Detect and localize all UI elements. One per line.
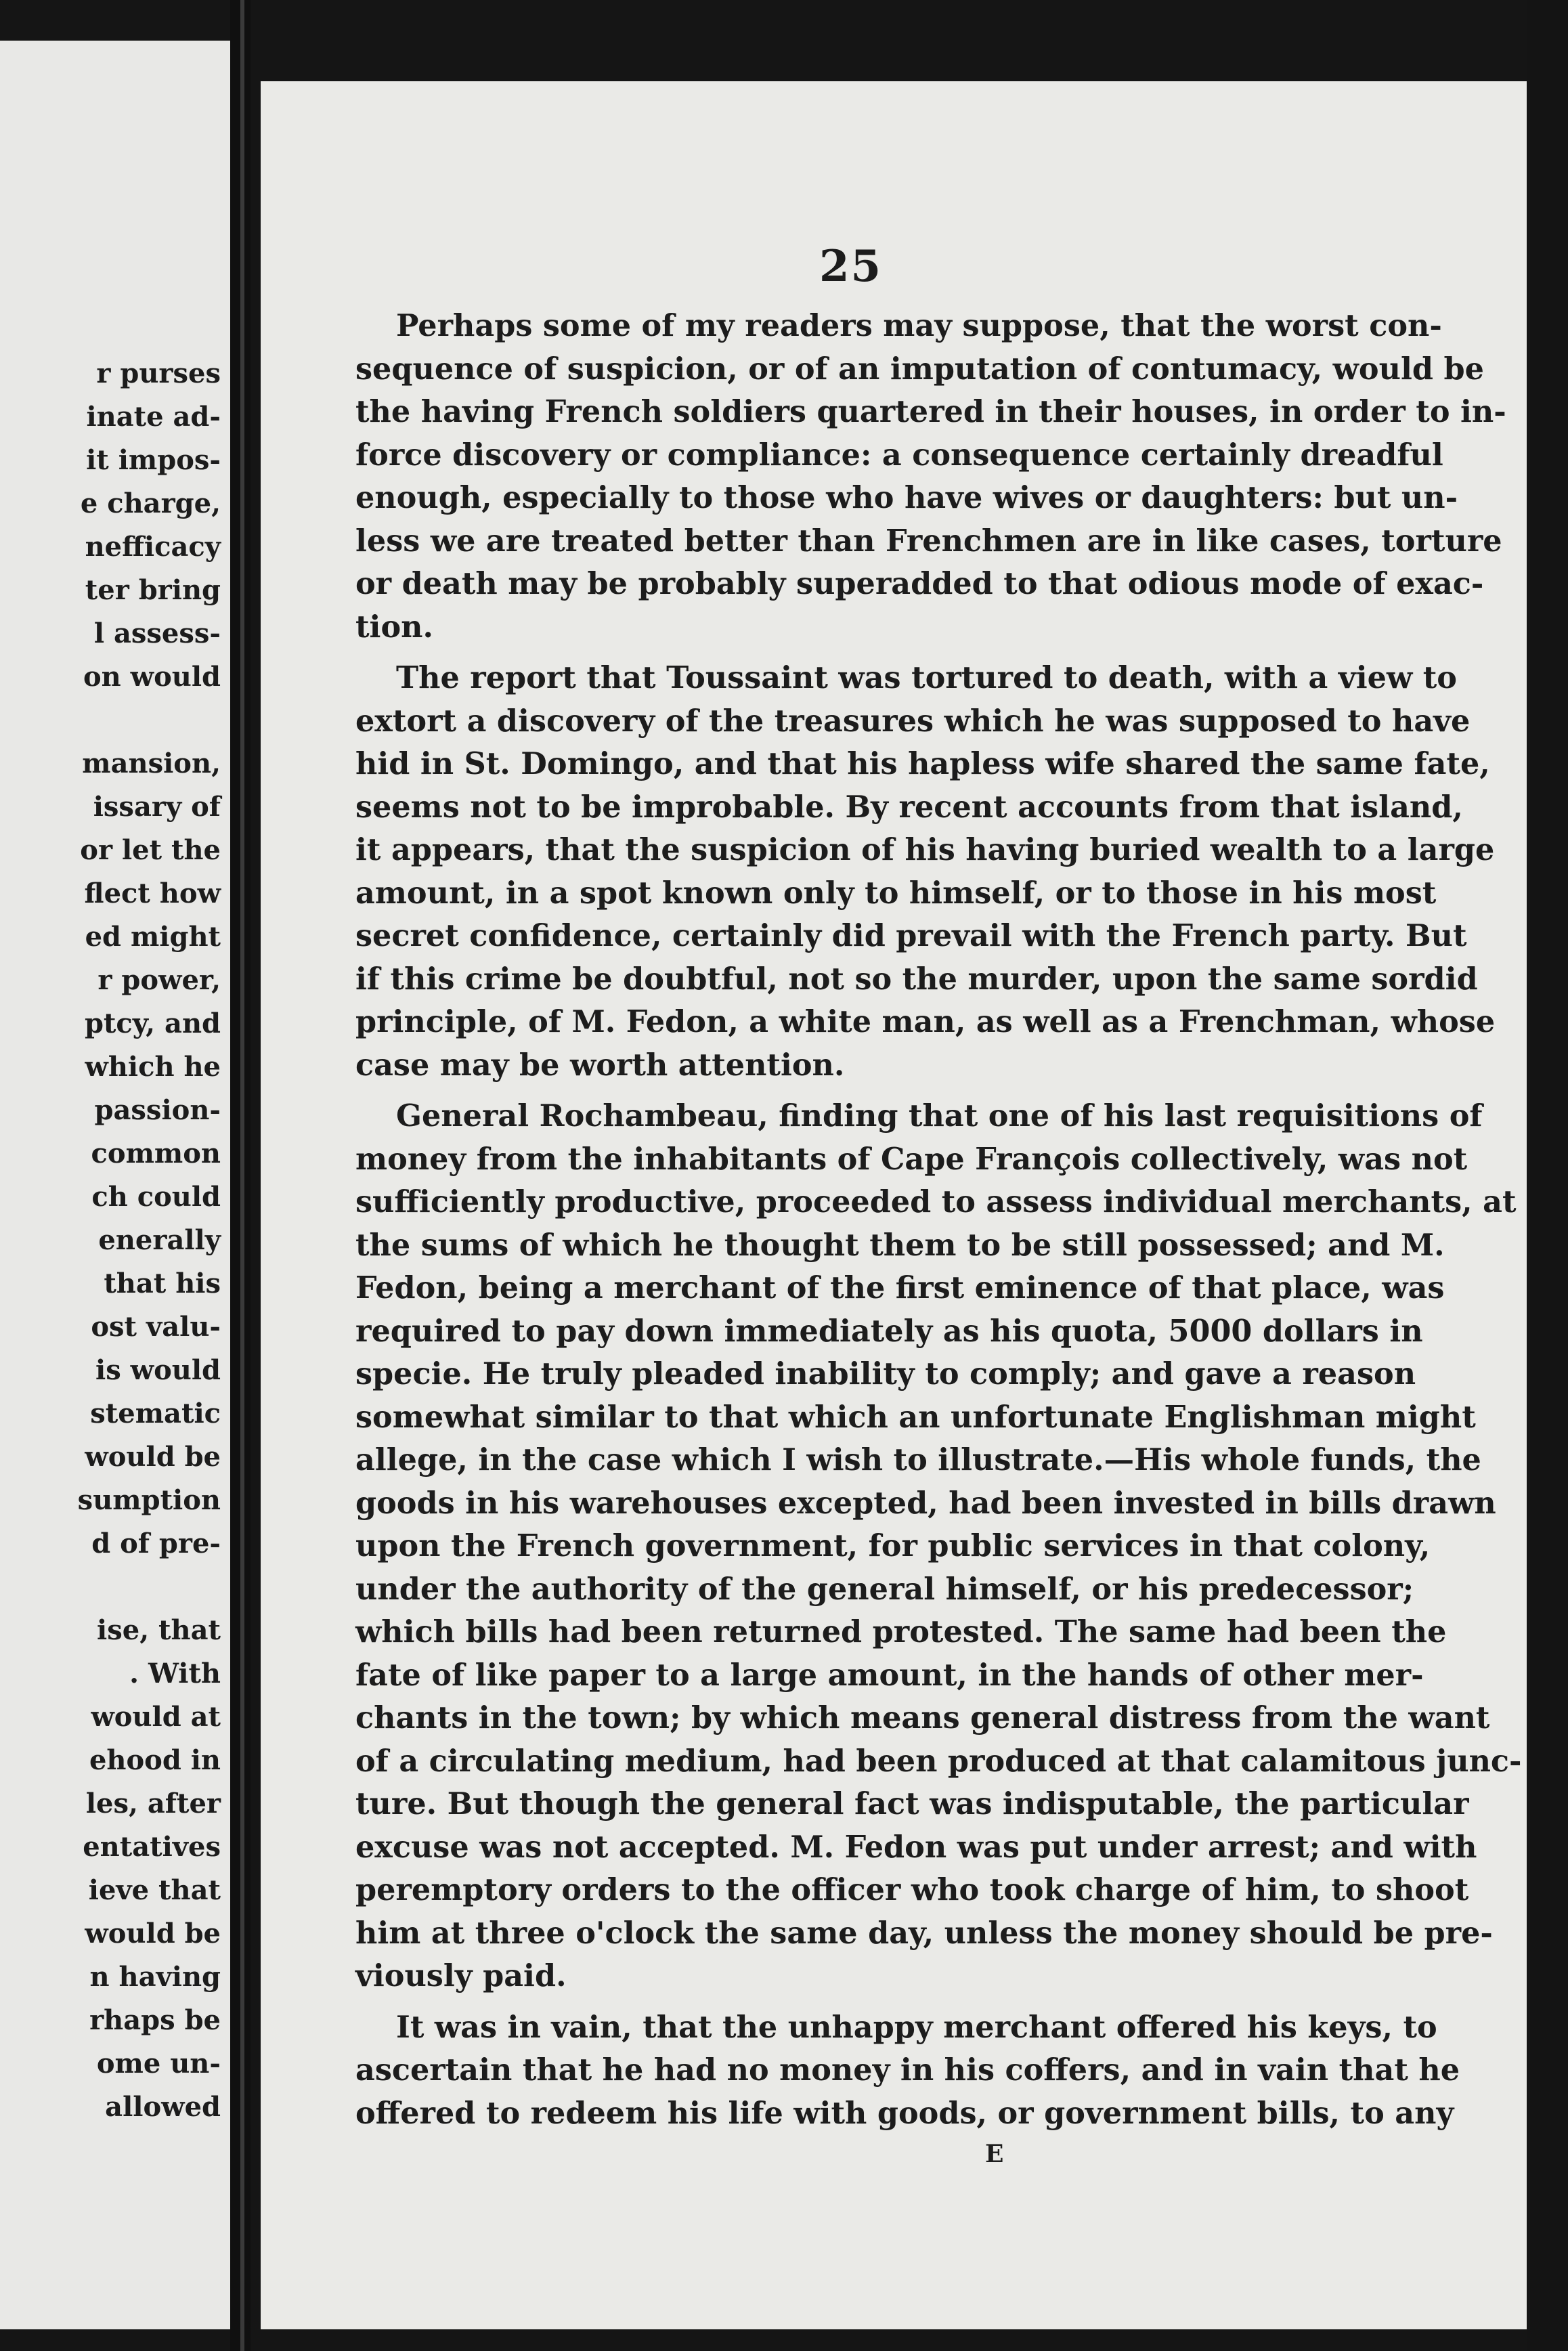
text-line: It was in vain, that the unhappy merchant offered his keys, to	[396, 2009, 1437, 2045]
left-page-line-fragment: e charge,	[80, 488, 221, 519]
text-line: him at three o'clock the same day, unless the money should be pre-	[355, 1915, 1493, 1951]
text-line: The report that Toussaint was tortured to death, with a view to	[396, 660, 1457, 695]
left-page-line-fragment: r power,	[97, 964, 221, 996]
left-page-line-fragment: d of pre-	[91, 1528, 221, 1559]
text-line: upon the French government, for public services in that colony,	[355, 1528, 1431, 1563]
left-page-line-fragment: nefficacy	[85, 531, 221, 563]
text-line: General Rochambeau, finding that one of his last requisitions of	[396, 1098, 1483, 1134]
left-page-line-fragment: l assess-	[93, 618, 221, 649]
text-line: required to pay down immediately as his quota, 5000 dollars in	[355, 1313, 1423, 1349]
left-page-line-fragment: rhaps be	[89, 2004, 221, 2036]
text-line: the sums of which he thought them to be still possessed; and M.	[355, 1227, 1445, 1263]
text-line: Fedon, being a merchant of the first eminence of that place, was	[355, 1270, 1445, 1306]
left-page-line-fragment: . With	[129, 1658, 221, 1689]
text-line: offered to redeem his life with goods, or government bills, to any	[355, 2095, 1454, 2131]
text-line: ascertain that he had no money in his coffers, and in vain that he	[355, 2052, 1460, 2088]
text-line: the having French soldiers quartered in their houses, in order to in-	[355, 394, 1506, 429]
left-page-line-fragment: r purses	[96, 358, 221, 389]
left-page-line-fragment: enerally	[98, 1224, 221, 1256]
body-text	[355, 305, 1522, 2143]
paragraph	[355, 305, 1506, 649]
left-facing-page	[0, 41, 230, 2329]
text-line: hid in St. Domingo, and that his hapless wife shared the same fate,	[355, 746, 1490, 781]
text-line: viously paid.	[355, 1958, 567, 1993]
paragraph	[355, 1095, 1522, 1998]
signature-mark: E	[985, 2140, 1004, 2168]
paragraph	[355, 2006, 1460, 2136]
text-line: chants in the town; by which means general distress from the want	[355, 1700, 1490, 1735]
left-page-line-fragment: which he	[85, 1051, 221, 1083]
gutter-divider	[240, 0, 244, 2351]
left-page-line-fragment: ehood in	[89, 1744, 221, 1776]
left-page-line-fragment: les, after	[85, 1788, 221, 1819]
left-page-line-fragment: would be	[85, 1918, 221, 1949]
text-line: secret confidence, certainly did prevail with the French party. But	[355, 918, 1467, 953]
left-page-line-fragment: would at	[91, 1701, 221, 1733]
left-page-line-fragment: flect how	[84, 878, 221, 909]
text-line: which bills had been returned protested. The same had been the	[355, 1614, 1447, 1649]
left-page-line-fragment: ptcy, and	[84, 1008, 221, 1039]
text-line: ture. But though the general fact was indisputable, the particular	[355, 1786, 1469, 1821]
main-page	[261, 81, 1527, 2329]
left-page-line-fragment: ch could	[91, 1181, 221, 1213]
left-page-line-fragment: ise, that	[97, 1614, 221, 1646]
scan-right-border	[1527, 0, 1568, 2351]
text-line: or death may be probably superadded to that odious mode of exac-	[355, 566, 1484, 601]
text-line: fate of like paper to a large amount, in the hands of other mer-	[355, 1657, 1424, 1693]
left-page-line-fragment: passion-	[94, 1094, 221, 1126]
left-page-line-fragment: on would	[83, 661, 221, 693]
text-line: excuse was not accepted. M. Fedon was put under arrest; and with	[355, 1829, 1477, 1865]
text-line: amount, in a spot known only to himself, or to those in his most	[355, 875, 1437, 911]
text-line: somewhat similar to that which an unfortunate Englishman might	[355, 1399, 1476, 1435]
text-line: money from the inhabitants of Cape François collectively, was not	[355, 1141, 1468, 1177]
text-line: allege, in the case which I wish to illustrate.—His whole funds, the	[355, 1442, 1481, 1478]
text-line: force discovery or compliance: a consequence certainly dreadful	[355, 437, 1443, 473]
text-line: extort a discovery of the treasures which he was supposed to have	[355, 703, 1471, 739]
text-line: seems not to be improbable. By recent accounts from that island,	[355, 789, 1463, 825]
text-line: sequence of suspicion, or of an imputation of contumacy, would be	[355, 351, 1484, 387]
left-page-line-fragment: common	[91, 1138, 221, 1169]
left-page-line-fragment: ieve that	[88, 1874, 221, 1906]
text-line: peremptory orders to the officer who took charge of him, to shoot	[355, 1872, 1469, 1907]
left-page-line-fragment: or let the	[80, 834, 221, 866]
left-page-line-fragment: inate ad-	[86, 401, 221, 433]
paragraph	[355, 657, 1496, 1087]
text-line: Perhaps some of my readers may suppose, that the worst con-	[396, 308, 1442, 343]
left-page-line-fragment: mansion,	[82, 748, 221, 779]
left-page-line-fragment: entatives	[83, 1831, 221, 1863]
left-page-line-fragment: stematic	[90, 1398, 221, 1429]
left-page-line-fragment: allowed	[105, 2091, 221, 2123]
left-page-line-fragment: ome un-	[96, 2048, 221, 2079]
left-page-line-fragment: sumption	[77, 1484, 221, 1516]
left-page-line-fragment: ter bring	[85, 574, 221, 606]
left-page-line-fragment: ost valu-	[91, 1311, 221, 1343]
text-line: under the authority of the general himself, or his predecessor;	[355, 1571, 1414, 1607]
text-line: less we are treated better than Frenchmen are in like cases, torture	[355, 523, 1502, 559]
text-line: specie. He truly pleaded inability to comply; and gave a reason	[355, 1356, 1416, 1392]
left-page-line-fragment: n having	[89, 1961, 221, 1993]
text-line: if this crime be doubtful, not so the murder, upon the same sordid	[355, 961, 1478, 997]
text-line: goods in his warehouses excepted, had been invested in bills drawn	[355, 1485, 1496, 1521]
left-page-line-fragment: is would	[95, 1354, 221, 1386]
left-page-line-fragment: it impos-	[86, 444, 221, 476]
text-line: tion.	[355, 609, 433, 645]
text-line: principle, of M. Fedon, a white man, as well as a Frenchman, whose	[355, 1004, 1496, 1039]
text-line: sufficiently productive, proceeded to assess individual merchants, at	[355, 1184, 1517, 1220]
left-page-line-fragment: would be	[85, 1441, 221, 1473]
text-line: it appears, that the suspicion of his having buried wealth to a large	[355, 832, 1495, 867]
text-line: case may be worth attention.	[355, 1047, 845, 1083]
left-page-line-fragment: ed might	[85, 921, 221, 953]
left-page-line-fragment: issary of	[93, 791, 221, 823]
left-page-line-fragment: that his	[104, 1268, 221, 1299]
page-number: 25	[819, 241, 883, 292]
text-line: enough, especially to those who have wives or daughters: but un-	[355, 480, 1458, 515]
text-line: of a circulating medium, had been produced at that calamitous junc-	[355, 1743, 1522, 1779]
